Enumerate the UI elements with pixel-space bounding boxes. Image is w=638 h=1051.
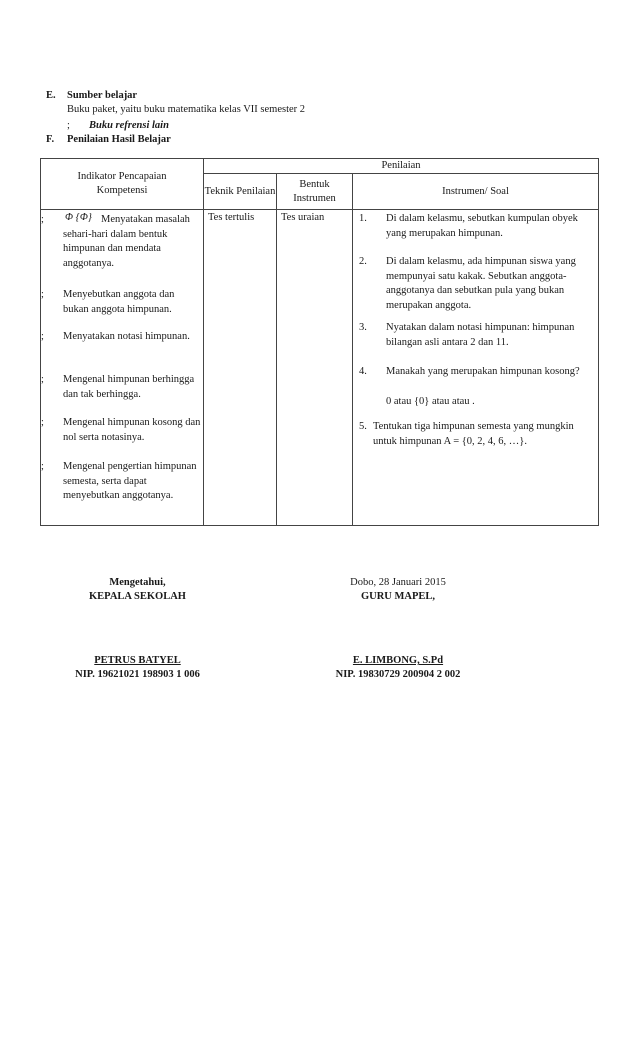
header-instrumen: Instrumen/ Soal: [353, 174, 599, 210]
sig-right-nip: NIP. 19830729 200904 2 002: [335, 669, 461, 680]
question-text: Di dalam kelasmu, sebutkan kumpulan obyek yang merupakan himpunan.: [386, 213, 578, 239]
indikator-text: Menyatakan masalah sehari-hari dalam bentuk himpunan dan mendata anggotanya.: [63, 214, 190, 269]
indikator-bullet: ;: [41, 331, 44, 342]
indikator-cell: [41, 210, 204, 526]
indikator-bullet: ;: [41, 374, 44, 385]
sig-left-line1: Mengetahui,: [109, 577, 166, 588]
source-book-line: Buku paket, yaitu buku matematika kelas VII semester 2: [67, 104, 306, 115]
question-text: Di dalam kelasmu, ada himpunan siswa yang mempunyai satu kakak. Sebutkan anggota-anggotanya dan sebutkan pula yang bukan merupakan anggota.: [386, 256, 576, 311]
question-number: 5.: [359, 421, 367, 432]
header-indikator: Indikator Pencapaian Kompetensi: [41, 159, 204, 210]
section-f-title: Penilaian Hasil Belajar: [67, 134, 171, 145]
question-text: [373, 420, 588, 449]
soal-cell: [353, 210, 599, 526]
source-reference-line: Buku refrensi lain: [89, 120, 169, 131]
phi-symbols: Φ {Φ}: [65, 212, 93, 223]
question-number: 4.: [359, 366, 367, 377]
sig-left-name: PETRUS BATYEL: [94, 655, 181, 666]
question-text: Manakah yang merupakan himpunan kosong?: [386, 366, 580, 377]
section-e-letter: E.: [46, 90, 56, 101]
question-number: 2.: [359, 256, 367, 267]
indikator-text: Mengenal pengertian himpunan semesta, serta dapat menyebutkan anggotanya.: [63, 461, 197, 501]
sig-right-line1: Dobo, 28 Januari 2015: [350, 577, 446, 588]
section-f-letter: F.: [46, 134, 55, 145]
indikator-text: Menyatakan notasi himpunan.: [63, 331, 190, 342]
header-teknik: Teknik Penilaian: [204, 174, 277, 210]
section-e-title: Sumber belajar: [67, 90, 138, 101]
source-bullet: ;: [67, 120, 70, 131]
indikator-text: Mengenal himpunan kosong dan nol serta notasinya.: [63, 417, 201, 443]
header-bentuk: Bentuk Instrumen: [277, 174, 353, 210]
bentuk-cell: Tes uraian: [277, 210, 353, 526]
question-text-body: Tentukan tiga himpunan semesta yang mungkin untuk himpunan A = {0, 2, 4, 6, …}.: [373, 421, 574, 447]
indikator-bullet: ;: [41, 417, 44, 428]
question-text: Nyatakan dalam notasi himpunan: himpunan bilangan asli antara 2 dan 11.: [386, 322, 575, 348]
teknik-cell: Tes tertulis: [204, 210, 277, 526]
question-options: 0 atau {0} atau atau .: [386, 396, 475, 407]
sig-right-name: E. LIMBONG, S.Pd: [352, 655, 444, 666]
header-penilaian: Penilaian: [204, 159, 599, 174]
sig-left-line2: KEPALA SEKOLAH: [89, 591, 186, 602]
sig-right-line2: GURU MAPEL,: [360, 591, 436, 602]
question-number: 3.: [359, 322, 367, 333]
indikator-bullet: ;: [41, 214, 44, 225]
question-number: 1.: [359, 213, 367, 224]
indikator-bullet: ;: [41, 461, 44, 472]
sig-left-nip: NIP. 19621021 198903 1 006: [75, 669, 200, 680]
assessment-table: [40, 158, 599, 526]
indikator-text: Menyebutkan anggota dan bukan anggota himpunan.: [63, 289, 175, 315]
indikator-text: Mengenal himpunan berhingga dan tak berhingga.: [63, 374, 195, 400]
indikator-bullet: ;: [41, 289, 44, 300]
